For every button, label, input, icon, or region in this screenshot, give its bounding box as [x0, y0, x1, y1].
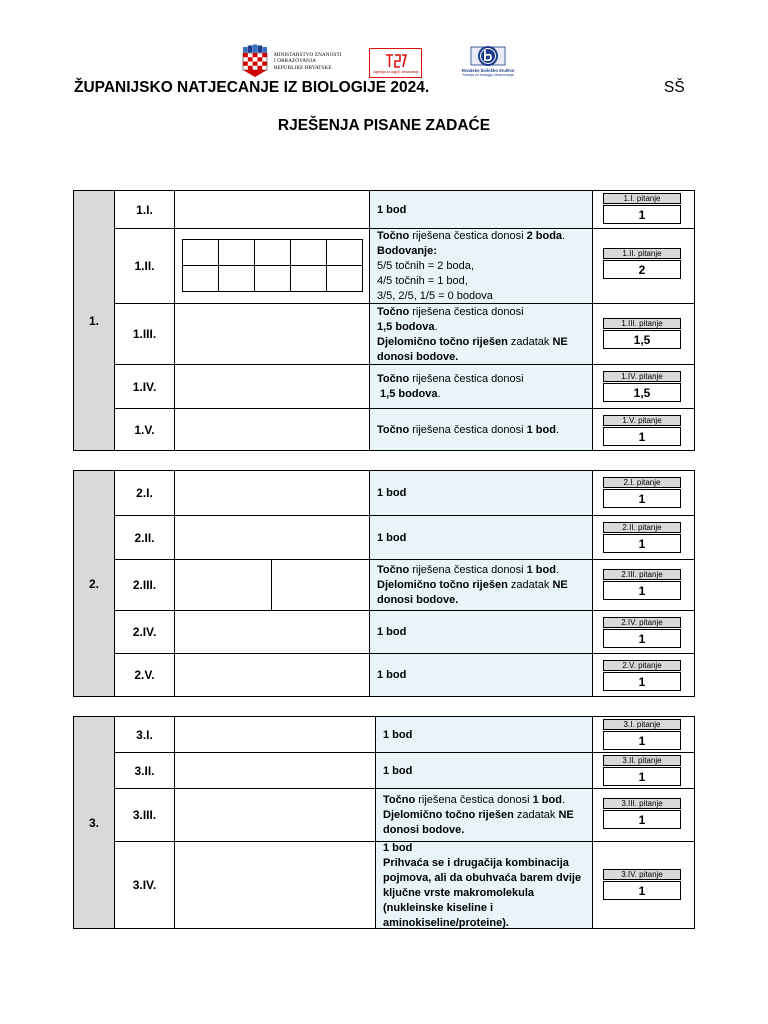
- criteria-line: [383, 916, 586, 931]
- points-value: 1: [603, 767, 681, 786]
- points-box-label: 3.I. pitanje: [603, 719, 681, 730]
- answer-cell[interactable]: [175, 560, 272, 610]
- criteria-line: [377, 563, 586, 578]
- criteria-line: [377, 625, 586, 640]
- answer-row: [115, 559, 694, 610]
- answer-row: [115, 752, 694, 788]
- grid-cell[interactable]: [255, 266, 291, 292]
- ministry-name: [274, 52, 342, 71]
- item-label: 3.I.: [115, 717, 175, 752]
- croatian-crest-icon: [242, 44, 268, 78]
- question-section-3: [73, 716, 695, 929]
- hbd-name: Hrvatsko biološko društvo: [461, 68, 515, 73]
- criteria-text: .: [434, 320, 438, 333]
- criteria-line: [377, 305, 586, 320]
- criteria-text: Djelomično točno riješen: [383, 809, 514, 821]
- criteria-text: 4/5 točnih = 1 bod,: [377, 275, 468, 287]
- criteria-text: riješena čestica donosi: [409, 230, 527, 242]
- points-box-label: 1.IV. pitanje: [603, 371, 681, 382]
- item-label: 2.II.: [115, 516, 175, 559]
- criteria-text: Točno: [377, 230, 410, 242]
- criteria-text: zadatak: [507, 335, 553, 348]
- scoring-criteria: [370, 365, 593, 408]
- criteria-line: [377, 335, 586, 350]
- criteria-line: [383, 764, 586, 779]
- criteria-line: [377, 259, 586, 274]
- criteria-line: [377, 387, 586, 402]
- item-label: 3.IV.: [115, 842, 175, 928]
- criteria-line: [383, 841, 586, 856]
- points-box-label: 1.III. pitanje: [603, 318, 681, 329]
- points-value: 1,5: [603, 383, 681, 402]
- criteria-text: riješena čestica donosi: [409, 305, 524, 318]
- criteria-text: donosi bodove.: [377, 350, 459, 363]
- scoring-criteria: [370, 471, 593, 515]
- grid-cell[interactable]: [255, 240, 291, 266]
- points-box: [603, 569, 681, 600]
- points-box-label: 3.III. pitanje: [603, 798, 681, 809]
- criteria-line: [377, 486, 586, 501]
- answer-row: [115, 364, 694, 408]
- section-number: 2.: [74, 471, 115, 696]
- scoring-criteria: [370, 229, 593, 303]
- scoring-criteria: [376, 789, 593, 841]
- points-box: [603, 193, 681, 224]
- points-box: [603, 755, 681, 786]
- answer-cell[interactable]: [272, 560, 370, 610]
- points-box-label: 1.II. pitanje: [603, 248, 681, 259]
- criteria-text: aminokiseline/proteine).: [383, 916, 509, 929]
- criteria-text: riješena čestica donosi: [409, 373, 524, 385]
- criteria-text: Djelomično točno riješen: [377, 579, 508, 591]
- points-box: [603, 248, 681, 279]
- points-cell: [593, 560, 694, 610]
- item-label: 2.IV.: [115, 611, 175, 653]
- page-title: ŽUPANIJSKO NATJECANJE IZ BIOLOGIJE 2024.: [74, 79, 430, 96]
- item-label: 2.V.: [115, 654, 175, 696]
- criteria-text: NE: [552, 579, 568, 591]
- answer-cell[interactable]: [175, 654, 370, 696]
- criteria-line: [377, 423, 586, 438]
- azoo-logo: [369, 48, 422, 78]
- answer-row: [115, 471, 694, 515]
- scoring-criteria: [370, 516, 593, 559]
- item-label: 1.V.: [115, 409, 175, 450]
- criteria-text: 2 boda: [526, 230, 563, 242]
- points-value: 1: [603, 810, 681, 829]
- criteria-text: riješena čestica donosi: [409, 423, 527, 436]
- criteria-line: [383, 886, 586, 901]
- criteria-line: [377, 668, 586, 683]
- answer-row: [115, 408, 694, 450]
- criteria-text: donosi bodove.: [383, 824, 465, 836]
- answer-cell[interactable]: [175, 365, 370, 408]
- criteria-text: riješena čestica donosi: [415, 794, 533, 806]
- grid-cell[interactable]: [183, 266, 219, 292]
- scoring-criteria: [370, 560, 593, 610]
- criteria-text: Točno: [377, 305, 410, 318]
- answer-cell[interactable]: [175, 409, 370, 450]
- points-value: 1: [603, 881, 681, 900]
- criteria-line: [377, 203, 586, 218]
- answer-row: [115, 841, 694, 928]
- criteria-line: [377, 274, 586, 289]
- points-value: 1,5: [603, 330, 681, 349]
- criteria-text: 1 bod: [377, 669, 407, 681]
- answer-row: [115, 717, 694, 752]
- criteria-text: 1,5 bodova: [377, 320, 435, 333]
- scoring-criteria: [376, 717, 593, 752]
- points-box: [603, 477, 681, 508]
- ministry-logo: [242, 44, 350, 82]
- criteria-text: Djelomično točno riješen: [377, 335, 508, 348]
- points-cell: [593, 789, 694, 841]
- ministry-line: MINISTARSTVO ZNANOSTI: [274, 52, 342, 58]
- criteria-text: 1 bod: [377, 203, 407, 216]
- grid-cell[interactable]: [327, 240, 363, 266]
- item-label: 1.III.: [115, 304, 175, 364]
- points-box-label: 2.I. pitanje: [603, 477, 681, 488]
- criteria-line: [377, 289, 586, 304]
- criteria-line: [377, 350, 586, 365]
- points-value: 2: [603, 260, 681, 279]
- grid-cell[interactable]: [219, 240, 255, 266]
- criteria-text: 1 bod: [377, 487, 407, 499]
- points-cell: [593, 229, 694, 303]
- criteria-text: .: [555, 564, 559, 576]
- points-value: 1: [603, 581, 681, 600]
- answer-cell[interactable]: [175, 471, 370, 515]
- criteria-text: Točno: [377, 423, 410, 436]
- criteria-line: [383, 823, 586, 838]
- criteria-text: 3/5, 2/5, 1/5 = 0 bodova: [377, 290, 493, 302]
- answer-cell[interactable]: [175, 789, 376, 841]
- hbd-logo: [456, 44, 520, 84]
- criteria-text: zadatak: [507, 579, 553, 591]
- criteria-text: .: [562, 230, 566, 242]
- scoring-criteria: [370, 409, 593, 450]
- grid-cell[interactable]: [219, 266, 255, 292]
- points-value: 1: [603, 731, 681, 750]
- scoring-criteria: [370, 611, 593, 653]
- criteria-text: 1 bod: [377, 626, 407, 638]
- answer-row: [115, 653, 694, 696]
- criteria-line: [377, 578, 586, 593]
- criteria-text: 1 bod: [383, 841, 413, 854]
- points-value: 1: [603, 672, 681, 691]
- criteria-text: 1 bod: [526, 564, 556, 576]
- answer-row: [115, 610, 694, 653]
- points-value: 1: [603, 427, 681, 446]
- criteria-text: donosi bodove.: [377, 594, 459, 606]
- criteria-text: .: [561, 794, 565, 806]
- answer-row: [115, 191, 694, 228]
- item-label: 3.II.: [115, 753, 175, 788]
- criteria-text: 1 bod: [526, 423, 556, 436]
- points-box: [603, 318, 681, 349]
- criteria-text: riješena čestica donosi: [409, 564, 527, 576]
- points-cell: [593, 717, 694, 752]
- grid-cell[interactable]: [327, 266, 363, 292]
- points-box: [603, 371, 681, 402]
- points-box-label: 2.III. pitanje: [603, 569, 681, 580]
- criteria-line: [383, 728, 586, 743]
- criteria-text: 1 bod: [532, 794, 562, 806]
- answer-row: [115, 303, 694, 364]
- points-cell: [593, 409, 694, 450]
- grid-cell[interactable]: [291, 266, 327, 292]
- item-label: 2.I.: [115, 471, 175, 515]
- criteria-line: [377, 244, 586, 259]
- points-cell: [593, 191, 694, 228]
- answer-cell[interactable]: [175, 842, 376, 928]
- criteria-line: [383, 808, 586, 823]
- criteria-text: Točno: [377, 373, 410, 385]
- criteria-text: Prihvaća se i drugačija kombinacija: [383, 856, 569, 869]
- section-number: 1.: [74, 191, 115, 450]
- criteria-line: [377, 531, 586, 546]
- points-box-label: 2.IV. pitanje: [603, 617, 681, 628]
- azoo-subtitle: Agencija za odgoj i obrazovanje: [373, 70, 419, 74]
- answer-row: [115, 788, 694, 841]
- points-box-label: 3.IV. pitanje: [603, 869, 681, 880]
- criteria-text: Bodovanje:: [377, 245, 437, 257]
- answer-cell[interactable]: [175, 611, 370, 653]
- item-label: 2.III.: [115, 560, 175, 610]
- criteria-text: ključne vrste makromolekula: [383, 886, 535, 899]
- criteria-text: zadatak: [513, 809, 559, 821]
- criteria-text: 1 bod: [383, 728, 413, 741]
- item-label: 3.III.: [115, 789, 175, 841]
- azoo-mark-icon: [384, 52, 408, 69]
- question-section-2: [73, 470, 695, 697]
- criteria-text: NE: [552, 335, 568, 348]
- points-value: 1: [603, 205, 681, 224]
- points-box: [603, 522, 681, 553]
- answer-cell[interactable]: [175, 516, 370, 559]
- criteria-text: Točno: [383, 794, 416, 806]
- answer-cell[interactable]: [175, 191, 370, 228]
- grid-cell[interactable]: [291, 240, 327, 266]
- criteria-line: [383, 856, 586, 871]
- points-box: [603, 869, 681, 900]
- criteria-line: [377, 229, 586, 244]
- scoring-criteria: [376, 753, 593, 788]
- criteria-text: Točno: [377, 564, 410, 576]
- answer-cell: [175, 229, 370, 303]
- hbd-section: Sekcija za biologiju obrazovanja: [462, 73, 514, 77]
- answer-cell[interactable]: [175, 717, 376, 752]
- points-cell: [593, 753, 694, 788]
- scoring-criteria: [370, 191, 593, 228]
- points-box-label: 2.V. pitanje: [603, 660, 681, 671]
- criteria-line: [383, 871, 586, 886]
- criteria-line: [377, 320, 586, 335]
- item-label: 1.II.: [115, 229, 175, 303]
- criteria-text: .: [437, 388, 441, 400]
- criteria-text: 1 bod: [383, 764, 413, 777]
- answer-grid: [182, 239, 363, 292]
- scoring-criteria: [376, 842, 593, 928]
- points-cell: [593, 516, 694, 559]
- criteria-text: 5/5 točnih = 2 boda,: [377, 260, 474, 272]
- criteria-line: [377, 593, 586, 608]
- points-cell: [593, 304, 694, 364]
- points-box: [603, 719, 681, 750]
- points-value: 1: [603, 489, 681, 508]
- ministry-line: REPUBLIKE HRVATSKE: [274, 64, 332, 71]
- grid-cell[interactable]: [183, 240, 219, 266]
- item-label: 1.IV.: [115, 365, 175, 408]
- criteria-text: .: [555, 423, 559, 436]
- answer-cell[interactable]: [175, 304, 370, 364]
- points-box: [603, 617, 681, 648]
- criteria-text: NE: [558, 809, 574, 821]
- criteria-line: [383, 901, 586, 916]
- points-box: [603, 415, 681, 446]
- points-box: [603, 660, 681, 691]
- criteria-line: [383, 793, 586, 808]
- question-section-1: [73, 190, 695, 451]
- criteria-text: pojmova, ali da obuhvaća barem dvije: [383, 871, 582, 884]
- points-cell: [593, 654, 694, 696]
- answer-cell[interactable]: [175, 753, 376, 788]
- points-cell: [593, 471, 694, 515]
- points-cell: [593, 611, 694, 653]
- page-subtitle: RJEŠENJA PISANE ZADAĆE: [277, 117, 491, 134]
- item-label: 1.I.: [115, 191, 175, 228]
- answer-row: [115, 228, 694, 303]
- hbd-emblem-icon: [470, 44, 506, 68]
- points-box-label: 3.II. pitanje: [603, 755, 681, 766]
- scoring-criteria: [370, 304, 593, 364]
- points-box-label: 1.V. pitanje: [603, 415, 681, 426]
- ministry-line: I OBRAZOVANJA: [274, 58, 316, 65]
- points-box-label: 2.II. pitanje: [603, 522, 681, 533]
- points-value: 1: [603, 534, 681, 553]
- scoring-criteria: [370, 654, 593, 696]
- school-level: SŠ: [664, 79, 685, 96]
- criteria-line: [377, 372, 586, 387]
- points-cell: [593, 365, 694, 408]
- points-box: [603, 798, 681, 829]
- criteria-text: (nukleinske kiseline i: [383, 901, 494, 914]
- points-value: 1: [603, 629, 681, 648]
- points-cell: [593, 842, 694, 928]
- criteria-text: 1 bod: [377, 531, 407, 544]
- points-box-label: 1.I. pitanje: [603, 193, 681, 204]
- answer-row: [115, 515, 694, 559]
- criteria-text: 1,5 bodova: [377, 388, 438, 400]
- section-number: 3.: [74, 717, 115, 928]
